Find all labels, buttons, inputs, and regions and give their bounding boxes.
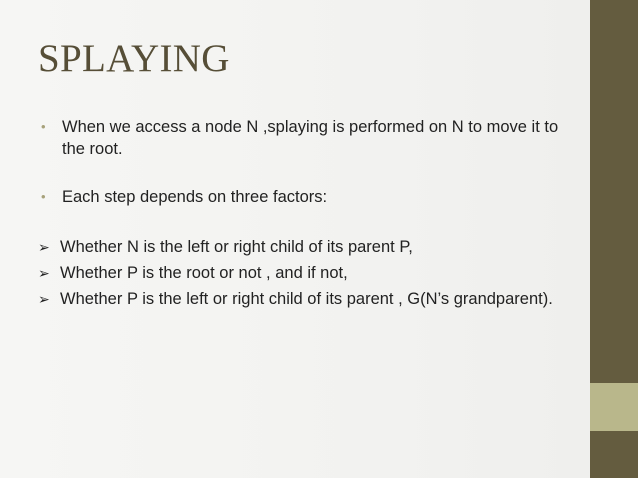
arrow-bullet-icon: ➢ xyxy=(38,291,50,307)
bullet-text: Each step depends on three factors: xyxy=(62,188,328,206)
factor-item xyxy=(38,236,578,258)
arrow-bullet-icon: ➢ xyxy=(38,265,50,281)
factor-text: Whether N is the left or right child of its parent P, xyxy=(60,238,413,256)
factor-item xyxy=(38,288,578,310)
bullet-item xyxy=(38,186,578,208)
bullet-item xyxy=(38,116,578,160)
bullet-dot-icon: • xyxy=(41,189,46,204)
arrow-bullet-icon: ➢ xyxy=(38,239,50,255)
bullet-text: When we access a node N ,splaying is performed on N to move it to the root. xyxy=(62,118,559,158)
side-decor-block xyxy=(590,383,638,431)
factor-text: Whether P is the root or not , and if not, xyxy=(60,264,348,282)
factor-text: Whether P is the left or right child of its parent , G(N’s grandparent). xyxy=(60,290,553,308)
bullet-dot-icon: • xyxy=(41,119,46,134)
slide-title: SPLAYING xyxy=(38,37,230,80)
factor-item xyxy=(38,262,578,284)
slide-content xyxy=(38,116,578,310)
